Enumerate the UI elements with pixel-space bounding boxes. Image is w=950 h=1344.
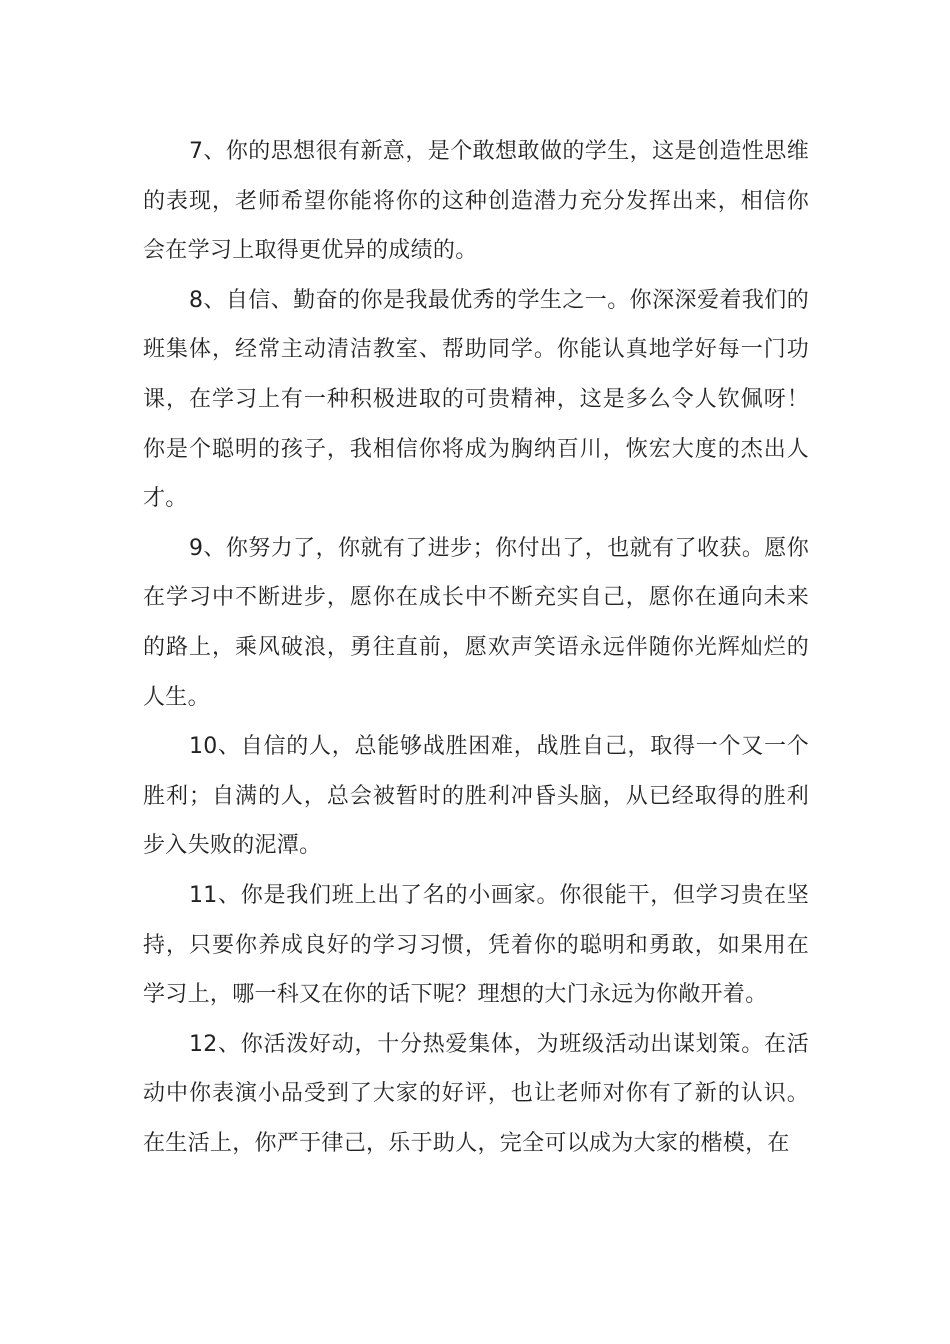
document-body [143,127,809,1168]
paragraph-7: 7、你的思想很有新意，是个敢想敢做的学生，这是创造性思维的表现，老师希望你能将你的这种创造潜力充分发挥出来，相信你会在学习上取得更优异的成绩的。 [143,139,809,264]
paragraph-10: 10、自信的人，总能够战胜困难，战胜自己，取得一个又一个胜利；自满的人，总会被暂时的胜利冲昏头脑，从已经取得的胜利步入失败的泥潭。 [143,734,809,859]
paragraph-8: 8、自信、勤奋的你是我最优秀的学生之一。你深深爱着我们的班集体，经常主动清洁教室、帮助同学。你能认真地学好每一门功课，在学习上有一种积极进取的可贵精神，这是多么令人钦佩呀！你是个聪明的孩子，我相信你将成为胸纳百川，恢宏大度的杰出人才。 [143,287,809,512]
paragraph-9: 9、你努力了，你就有了进步；你付出了，也就有了收获。愿你在学习中不断进步，愿你在成长中不断充实自己，愿你在通向未来的路上，乘风破浪，勇往直前，愿欢声笑语永远伴随你光辉灿烂的人生。 [143,535,809,710]
paragraph-11: 11、你是我们班上出了名的小画家。你很能干，但学习贵在坚持，只要你养成良好的学习习惯，凭着你的聪明和勇敢，如果用在学习上，哪一科又在你的话下呢？理想的大门永远为你敞开着。 [143,882,809,1008]
paragraph-12: 12、你活泼好动，十分热爱集体，为班级活动出谋划策。在活动中你表演小品受到了大家的好评，也让老师对你有了新的认识。在生活上，你严于律己，乐于助人，完全可以成为大家的楷模，在 [143,1031,809,1156]
